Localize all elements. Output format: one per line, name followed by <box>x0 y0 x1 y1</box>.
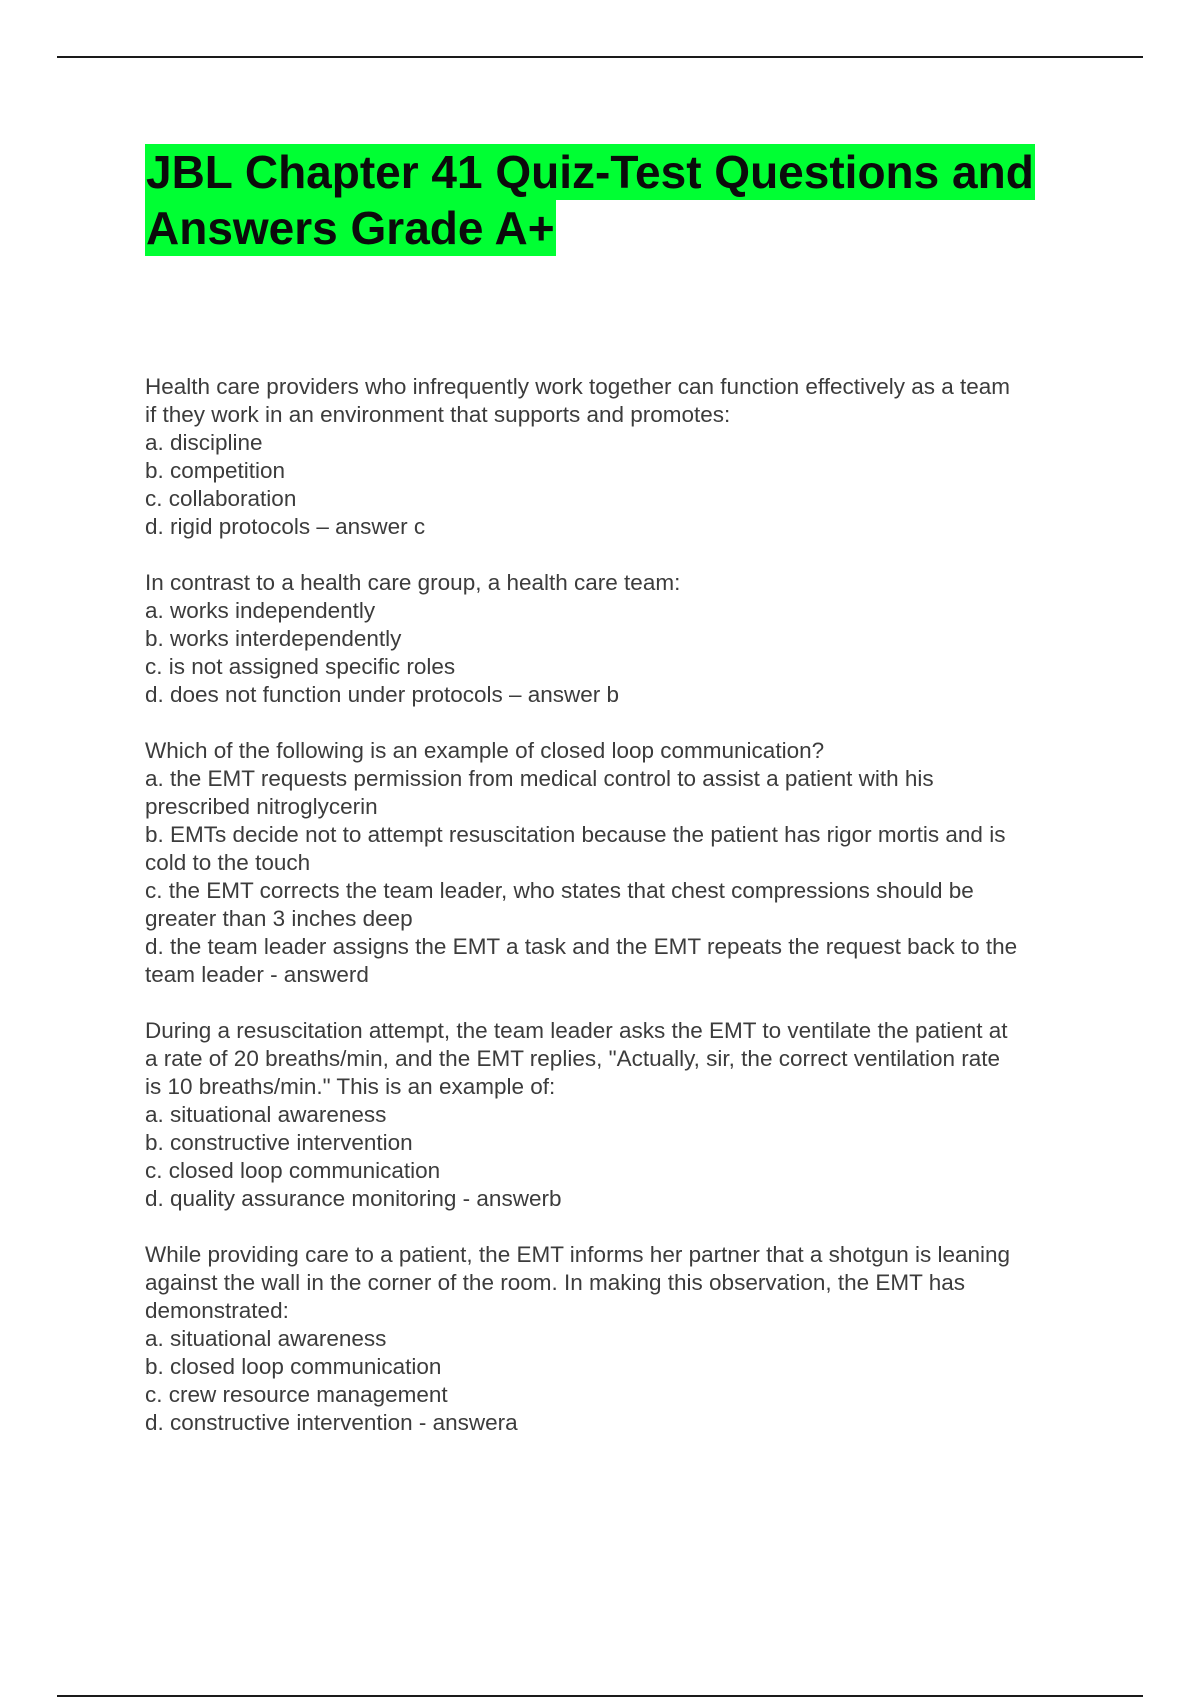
question-3-option-d: d. the team leader assigns the EMT a task and the EMT repeats the request back to the <box>145 934 1018 959</box>
question-4-option-c: c. closed loop communication <box>145 1158 441 1183</box>
question-5-option-a: a. situational awareness <box>145 1326 387 1351</box>
question-3-stem-line: Which of the following is an example of closed loop communication? <box>145 738 825 763</box>
question-2 <box>145 569 1085 709</box>
question-2-option-c: c. is not assigned specific roles <box>145 654 456 679</box>
question-4-stem-line: is 10 breaths/min." This is an example of: <box>145 1074 556 1099</box>
question-list <box>145 373 1085 1437</box>
question-2-option-a: a. works independently <box>145 598 376 623</box>
question-1-stem-line: if they work in an environment that supports and promotes: <box>145 402 731 427</box>
question-1-stem-line: Health care providers who infrequently work together can function effectively as a team <box>145 374 1011 399</box>
question-2-option-d-answer: d. does not function under protocols – answer b <box>145 682 620 707</box>
question-4-option-b: b. constructive intervention <box>145 1130 413 1155</box>
top-rule <box>57 56 1143 58</box>
question-1-option-b: b. competition <box>145 458 286 483</box>
question-5-option-d-answer: d. constructive intervention - answera <box>145 1410 518 1435</box>
question-1-option-a: a. discipline <box>145 430 263 455</box>
question-4-option-d-answer: d. quality assurance monitoring - answerb <box>145 1186 562 1211</box>
question-4 <box>145 1017 1085 1213</box>
question-3-option-a: a. the EMT requests permission from medical control to assist a patient with his <box>145 766 934 791</box>
question-5-option-b: b. closed loop communication <box>145 1354 442 1379</box>
question-4-stem-line: During a resuscitation attempt, the team leader asks the EMT to ventilate the patient at <box>145 1018 1008 1043</box>
question-3-option-c: c. the EMT corrects the team leader, who states that chest compressions should be <box>145 878 974 903</box>
question-1 <box>145 373 1085 541</box>
document-body <box>145 144 1085 1465</box>
question-2-option-b: b. works interdependently <box>145 626 402 651</box>
document-title <box>145 144 1085 256</box>
question-4-option-a: a. situational awareness <box>145 1102 387 1127</box>
question-3-option-a-cont: prescribed nitroglycerin <box>145 794 378 819</box>
question-1-option-d-answer: d. rigid protocols – answer c <box>145 514 426 539</box>
question-3-option-c-cont: greater than 3 inches deep <box>145 906 413 931</box>
title-line-1: JBL Chapter 41 Quiz-Test Questions and <box>146 146 1034 198</box>
bottom-rule <box>57 1695 1143 1697</box>
question-3-option-b: b. EMTs decide not to attempt resuscitation because the patient has rigor mortis and is <box>145 822 1006 847</box>
question-3 <box>145 737 1085 989</box>
question-5-stem-line: demonstrated: <box>145 1298 289 1323</box>
question-5-stem-line: While providing care to a patient, the EMT informs her partner that a shotgun is leaning <box>145 1242 1011 1267</box>
question-4-stem-line: a rate of 20 breaths/min, and the EMT replies, "Actually, sir, the correct ventilation rate <box>145 1046 1001 1071</box>
question-3-option-d-answer: team leader - answerd <box>145 962 369 987</box>
title-line-2: Answers Grade A+ <box>146 202 555 254</box>
question-2-stem-line: In contrast to a health care group, a health care team: <box>145 570 681 595</box>
question-5-stem-line: against the wall in the corner of the room. In making this observation, the EMT has <box>145 1270 966 1295</box>
question-5-option-c: c. crew resource management <box>145 1382 448 1407</box>
question-5 <box>145 1241 1085 1437</box>
question-1-option-c: c. collaboration <box>145 486 297 511</box>
question-3-option-b-cont: cold to the touch <box>145 850 311 875</box>
